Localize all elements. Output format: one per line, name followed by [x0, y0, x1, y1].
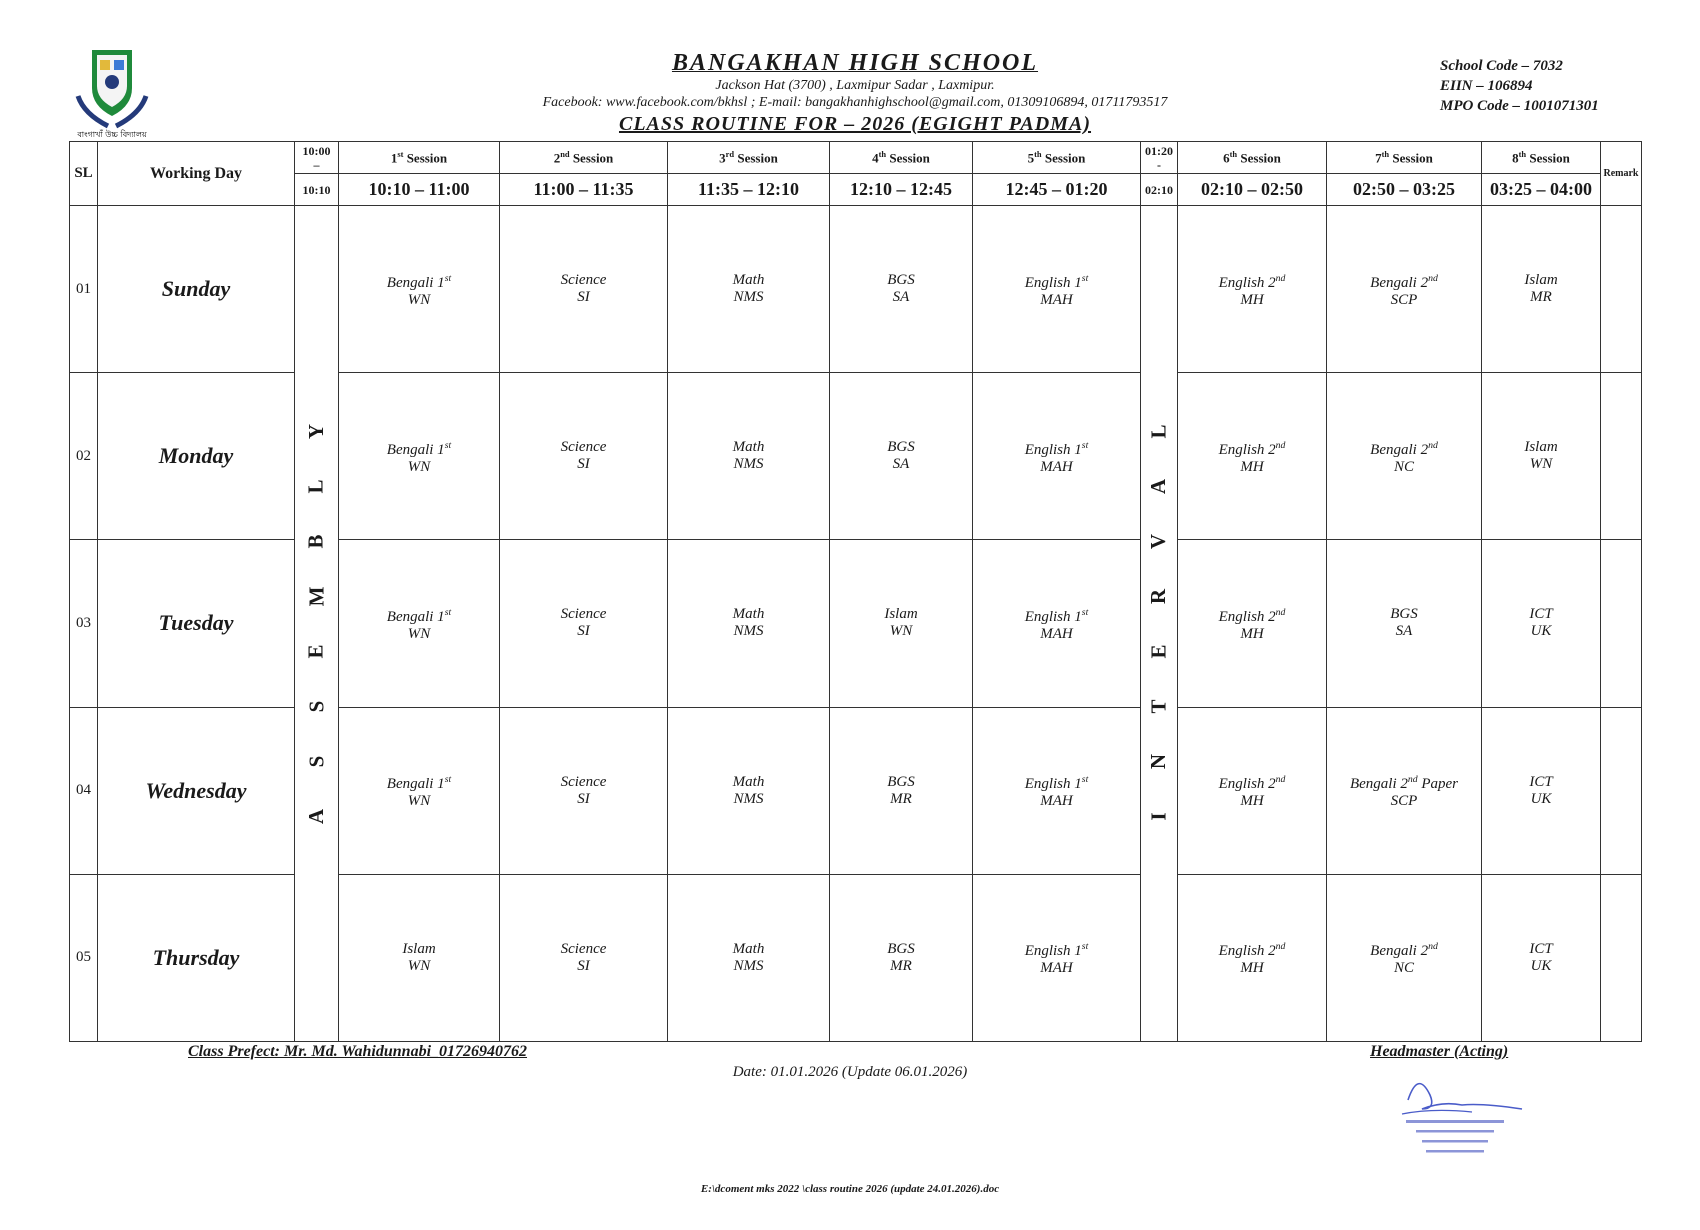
cell-subject-line — [1178, 437, 1326, 459]
routine-cell — [339, 540, 500, 707]
session-number: 8 — [1512, 150, 1519, 166]
cell-teacher: NMS — [733, 289, 764, 306]
working-day: Wednesday — [98, 707, 295, 874]
sl-cell: 01 — [70, 206, 98, 373]
cell-subject-line — [973, 270, 1140, 292]
cell-subject-line — [973, 604, 1140, 626]
cell-teacher: MH — [1240, 625, 1264, 642]
assembly-band-letter: B — [303, 533, 328, 549]
routine-cell — [1178, 373, 1327, 540]
cell-subject-suffix: nd — [1428, 272, 1438, 284]
cell-subject-line — [339, 270, 499, 292]
session-number-suffix: th — [1034, 148, 1042, 159]
cell-teacher: UK — [1530, 623, 1552, 640]
routine-cell — [1482, 707, 1601, 874]
cell-teacher: MR — [890, 790, 912, 807]
cell-subject: BGS — [887, 439, 915, 456]
session-header — [668, 142, 830, 174]
session-header — [973, 142, 1141, 174]
cell-subject-line — [1178, 938, 1326, 960]
cell-subject-line — [1482, 774, 1600, 791]
working-day: Tuesday — [98, 540, 295, 707]
cell-subject-line — [1482, 439, 1600, 456]
cell-subject: ICT — [1529, 940, 1553, 957]
session-header — [830, 142, 973, 174]
cell-teacher: SCP — [1390, 291, 1418, 308]
interval-band-letters — [1141, 421, 1177, 827]
remark-cell — [1601, 206, 1642, 373]
cell-subject-suffix: nd — [1407, 774, 1418, 786]
interval-band-letter: V — [1146, 533, 1171, 549]
cell-subject: Math — [732, 940, 765, 957]
school-header — [430, 50, 1280, 136]
cell-teacher: MH — [1240, 291, 1264, 308]
cell-teacher: NMS — [733, 623, 764, 640]
cell-teacher: NC — [1393, 960, 1414, 977]
cell-subject-line — [668, 439, 829, 456]
cell-subject-suffix: nd — [1275, 606, 1286, 618]
assembly-band-letter: Y — [303, 423, 328, 439]
cell-subject-line — [1482, 941, 1600, 958]
session-word: Session — [406, 150, 448, 166]
routine-cell — [1327, 540, 1482, 707]
cell-subject-line — [500, 774, 667, 791]
cell-subject-suffix: nd — [1275, 272, 1286, 284]
cell-subject-line — [830, 439, 972, 456]
routine-cell — [500, 206, 668, 373]
cell-subject: Math — [732, 606, 765, 623]
working-day: Thursday — [98, 874, 295, 1041]
cell-subject: English 1 — [1024, 608, 1082, 625]
cell-subject: Math — [732, 439, 765, 456]
cell-subject: English 1 — [1024, 776, 1082, 793]
cell-subject-line — [668, 272, 829, 289]
cell-subject-line — [668, 941, 829, 958]
session-time: 03:25 – 04:00 — [1482, 174, 1601, 206]
cell-teacher: NC — [1393, 458, 1414, 475]
cell-teacher: WN — [407, 458, 431, 475]
cell-subject-line — [1178, 270, 1326, 292]
interval-band-letter: A — [1146, 478, 1171, 494]
interval-band-letter: R — [1146, 588, 1171, 604]
cell-subject-suffix: nd — [1275, 439, 1286, 451]
cell-subject-line — [1327, 270, 1481, 292]
session-number-suffix: st — [397, 148, 404, 159]
routine-cell — [1178, 540, 1327, 707]
routine-cell — [339, 373, 500, 540]
interval-band-letter: I — [1146, 811, 1171, 821]
cell-teacher: MAH — [1040, 793, 1073, 810]
routine-cell — [339, 707, 500, 874]
cell-subject-line — [668, 774, 829, 791]
cell-teacher: MH — [1240, 793, 1264, 810]
cell-teacher: MAH — [1040, 458, 1073, 475]
cell-subject: English 2 — [1218, 274, 1276, 291]
assembly-time-top: 10:00 — [302, 143, 331, 158]
cell-subject: English 2 — [1218, 776, 1276, 793]
session-time: 11:00 – 11:35 — [500, 174, 668, 206]
cell-subject: Bengali 2 — [1370, 274, 1429, 291]
interval-band-letter: E — [1146, 643, 1171, 659]
assembly-band-letter: M — [303, 586, 328, 606]
routine-cell — [668, 373, 830, 540]
cell-teacher: SI — [577, 289, 590, 306]
cell-subject-suffix: st — [444, 606, 452, 618]
sl-header: SL — [70, 142, 98, 206]
cell-teacher: WN — [407, 625, 431, 642]
cell-subject-line — [1178, 604, 1326, 626]
cell-subject-suffix: st — [444, 439, 452, 451]
routine-cell — [500, 707, 668, 874]
session-number-suffix: th — [1518, 148, 1527, 159]
cell-subject: Science — [560, 272, 607, 289]
school-codes — [1440, 56, 1599, 116]
routine-cell — [668, 874, 830, 1041]
cell-subject: Bengali 1 — [386, 776, 445, 793]
routine-cell — [1178, 707, 1327, 874]
cell-subject-suffix: st — [1081, 606, 1089, 618]
cell-subject-line — [830, 941, 972, 958]
headmaster-signature-stamp — [1388, 1070, 1538, 1165]
mpo-code: MPO Code – 1001071301 — [1440, 98, 1599, 114]
working-day-header: Working Day — [98, 142, 295, 206]
cell-subject: English 2 — [1218, 608, 1276, 625]
cell-subject-line — [1327, 606, 1481, 623]
cell-teacher: UK — [1530, 957, 1552, 974]
cell-subject-line — [1482, 272, 1600, 289]
cell-subject: BGS — [1390, 606, 1418, 623]
school-logo — [70, 46, 154, 140]
session-time: 02:10 – 02:50 — [1178, 174, 1327, 206]
interval-band-letter: T — [1146, 698, 1171, 714]
cell-teacher: SCP — [1390, 793, 1418, 810]
session-number: 5 — [1027, 150, 1035, 166]
session-word: Session — [1044, 150, 1086, 166]
cell-teacher: SA — [892, 456, 910, 473]
routine-cell — [1327, 874, 1482, 1041]
assembly-time-start — [295, 142, 339, 174]
session-word: Session — [737, 150, 778, 166]
session-number-suffix: th — [878, 148, 887, 159]
working-day: Monday — [98, 373, 295, 540]
cell-subject-suffix: nd — [1275, 941, 1286, 953]
assembly-band — [295, 206, 339, 1042]
cell-subject-line — [1178, 771, 1326, 793]
assembly-band-letter: L — [303, 478, 328, 494]
session-number: 2 — [553, 150, 561, 166]
cell-teacher: WN — [889, 623, 913, 640]
routine-cell — [1327, 206, 1482, 373]
cell-subject-suffix: st — [1081, 941, 1089, 953]
session-word: Session — [572, 150, 614, 166]
routine-cell — [830, 874, 973, 1041]
session-header — [339, 142, 500, 174]
cell-subject: Math — [732, 773, 765, 790]
cell-subject: English 2 — [1218, 943, 1276, 960]
cell-subject: Islam — [402, 940, 436, 957]
file-path: E:\dcoment mks 2022 \class routine 2026 (update 24.01.2026).doc — [700, 1183, 1000, 1195]
routine-cell — [500, 540, 668, 707]
session-word: Session — [1392, 150, 1433, 166]
session-number-suffix: th — [1381, 148, 1390, 159]
interval-time-start — [1141, 142, 1178, 174]
routine-cell — [1178, 206, 1327, 373]
cell-teacher: SA — [1395, 623, 1413, 640]
school-code: School Code – 7032 — [1440, 58, 1563, 74]
routine-cell — [500, 874, 668, 1041]
cell-subject: Science — [560, 439, 607, 456]
remark-cell — [1601, 540, 1642, 707]
session-number: 3 — [719, 150, 726, 166]
session-number: 4 — [872, 150, 879, 166]
session-word: Session — [1529, 150, 1570, 166]
cell-subject-suffix: nd — [1428, 439, 1438, 451]
table-row — [70, 206, 1642, 373]
cell-subject-suffix: st — [1081, 439, 1089, 451]
routine-cell — [1482, 540, 1601, 707]
remark-cell — [1601, 874, 1642, 1041]
session-time: 12:10 – 12:45 — [830, 174, 973, 206]
assembly-time-end: 10:10 — [295, 174, 339, 206]
cell-teacher: NMS — [733, 957, 764, 974]
routine-cell — [1482, 206, 1601, 373]
cell-subject: Bengali 2 — [1349, 776, 1408, 793]
assembly-band-letter: E — [303, 643, 328, 659]
cell-subject-line — [668, 606, 829, 623]
cell-subject: Bengali 1 — [386, 441, 445, 458]
cell-subject: English 1 — [1024, 274, 1082, 291]
remark-header: Remark — [1601, 142, 1642, 206]
cell-subject: Islam — [1524, 272, 1558, 289]
cell-subject-suffix: st — [444, 774, 452, 786]
cell-subject-line — [1327, 771, 1481, 793]
routine-cell — [1327, 373, 1482, 540]
logo-caption: বাংগাখাঁ উচ্চ বিদ্যালয় — [77, 130, 147, 139]
session-word: Session — [1240, 150, 1281, 166]
cell-teacher: NMS — [733, 456, 764, 473]
routine-cell — [830, 540, 973, 707]
session-time: 11:35 – 12:10 — [668, 174, 830, 206]
routine-cell — [830, 373, 973, 540]
interval-band — [1141, 206, 1178, 1042]
cell-subject: Islam — [884, 606, 918, 623]
eiin-code: EIIN – 106894 — [1440, 78, 1533, 94]
cell-subject-line — [1327, 437, 1481, 459]
sl-cell: 03 — [70, 540, 98, 707]
cell-subject-line — [973, 938, 1140, 960]
class-prefect: Class Prefect: Mr. Md. Wahidunnabi_01726940762 — [188, 1043, 528, 1060]
session-number-suffix: th — [1229, 148, 1238, 159]
routine-table — [69, 141, 1642, 1042]
routine-cell — [830, 707, 973, 874]
cell-teacher: MAH — [1040, 291, 1073, 308]
session-header — [1482, 142, 1601, 174]
cell-teacher: MH — [1240, 960, 1264, 977]
interval-band-letter: N — [1146, 753, 1171, 769]
interval-time-end: 02:10 — [1141, 174, 1178, 206]
cell-subject: Bengali 1 — [386, 274, 445, 291]
sl-cell: 05 — [70, 874, 98, 1041]
cell-teacher: WN — [407, 957, 431, 974]
school-name: BANGAKHAN HIGH SCHOOL — [671, 50, 1039, 76]
headmaster-label: Headmaster (Acting) — [1370, 1043, 1509, 1060]
session-time: 02:50 – 03:25 — [1327, 174, 1482, 206]
assembly-band-letters — [295, 421, 338, 827]
routine-cell — [668, 707, 830, 874]
routine-cell — [668, 206, 830, 373]
school-contact: Facebook: www.facebook.com/bkhsl ; E-mail: bangakhanhighschool@gmail.com, 01309106894, 01711793517 — [542, 95, 1168, 110]
cell-subject-line — [830, 774, 972, 791]
cell-teacher: WN — [1529, 456, 1553, 473]
cell-subject-line — [973, 771, 1140, 793]
remark-cell — [1601, 373, 1642, 540]
cell-subject: Islam — [1524, 439, 1558, 456]
session-header — [1327, 142, 1482, 174]
interval-time-top: 01:20 — [1145, 143, 1173, 158]
routine-cell — [339, 874, 500, 1041]
cell-subject-line — [1327, 938, 1481, 960]
sl-cell: 02 — [70, 373, 98, 540]
session-number: 6 — [1223, 150, 1230, 166]
routine-cell — [668, 540, 830, 707]
assembly-time-sep: – — [313, 157, 320, 172]
cell-teacher: MAH — [1040, 960, 1073, 977]
routine-cell — [500, 373, 668, 540]
cell-subject-suffix: st — [1081, 272, 1089, 284]
cell-subject: BGS — [887, 940, 915, 957]
cell-subject: Science — [560, 606, 607, 623]
routine-cell — [1482, 373, 1601, 540]
routine-date: Date: 01.01.2026 (Update 06.01.2026) — [732, 1064, 968, 1080]
routine-cell — [1178, 874, 1327, 1041]
cell-subject-suffix: st — [1081, 774, 1089, 786]
cell-subject: BGS — [887, 272, 915, 289]
session-time: 10:10 – 11:00 — [339, 174, 500, 206]
cell-teacher: SI — [577, 790, 590, 807]
cell-teacher: NMS — [733, 790, 764, 807]
cell-subject-suffix: st — [444, 272, 452, 284]
session-number: 1 — [390, 150, 398, 166]
cell-teacher: MR — [890, 957, 912, 974]
cell-teacher: MAH — [1040, 625, 1073, 642]
cell-subject: Bengali 2 — [1370, 943, 1429, 960]
assembly-band-letter: S — [304, 755, 328, 767]
cell-teacher: WN — [407, 291, 431, 308]
cell-subject: Science — [560, 940, 607, 957]
cell-teacher: WN — [407, 793, 431, 810]
cell-teacher: SA — [892, 289, 910, 306]
assembly-band-letter: S — [304, 700, 328, 712]
cell-subject: Math — [732, 272, 765, 289]
cell-subject: English 1 — [1024, 441, 1082, 458]
routine-cell — [339, 206, 500, 373]
cell-subject: ICT — [1529, 773, 1553, 790]
session-header — [500, 142, 668, 174]
cell-subject: English 1 — [1024, 943, 1082, 960]
routine-title: CLASS ROUTINE FOR – 2026 (EGIGHT PADMA) — [618, 113, 1092, 135]
session-header — [1178, 142, 1327, 174]
cell-subject: Bengali 2 — [1370, 441, 1429, 458]
cell-subject: BGS — [887, 773, 915, 790]
session-word: Session — [889, 150, 930, 166]
cell-subject: English 2 — [1218, 441, 1276, 458]
session-number-suffix: nd — [560, 148, 570, 159]
cell-subject-suffix: nd — [1275, 774, 1286, 786]
cell-subject-line — [830, 272, 972, 289]
cell-subject-line — [339, 437, 499, 459]
cell-teacher: SI — [577, 957, 590, 974]
cell-subject-line — [500, 606, 667, 623]
assembly-band-letter: A — [303, 808, 328, 824]
routine-cell — [973, 206, 1141, 373]
sl-cell: 04 — [70, 707, 98, 874]
cell-subject-line — [339, 771, 499, 793]
cell-subject-line — [1482, 606, 1600, 623]
cell-teacher: SI — [577, 623, 590, 640]
cell-subject-line — [500, 941, 667, 958]
school-address: Jackson Hat (3700) , Laxmipur Sadar , Laxmipur. — [715, 78, 995, 93]
cell-teacher: UK — [1530, 790, 1552, 807]
cell-teacher: SI — [577, 456, 590, 473]
cell-subject-line — [500, 272, 667, 289]
routine-cell — [830, 206, 973, 373]
routine-cell — [1327, 707, 1482, 874]
session-time: 12:45 – 01:20 — [973, 174, 1141, 206]
cell-subject: Science — [560, 773, 607, 790]
routine-cell — [973, 373, 1141, 540]
interval-band-letter: L — [1146, 423, 1171, 439]
remark-cell — [1601, 707, 1642, 874]
routine-cell — [1482, 874, 1601, 1041]
routine-cell — [973, 707, 1141, 874]
cell-subject: ICT — [1529, 606, 1553, 623]
cell-subject-line — [500, 439, 667, 456]
cell-subject-suffix: nd — [1428, 941, 1438, 953]
routine-cell — [973, 540, 1141, 707]
cell-subject-line — [339, 604, 499, 626]
cell-teacher: MR — [1530, 289, 1552, 306]
working-day: Sunday — [98, 206, 295, 373]
cell-subject-line — [830, 606, 972, 623]
cell-subject-line — [973, 437, 1140, 459]
cell-subject-extra: Paper — [1417, 776, 1459, 793]
session-number: 7 — [1375, 150, 1382, 166]
interval-time-sep: - — [1157, 157, 1161, 172]
cell-subject-line — [339, 941, 499, 958]
cell-subject: Bengali 1 — [386, 608, 445, 625]
routine-cell — [973, 874, 1141, 1041]
session-number-suffix: rd — [725, 148, 735, 159]
cell-teacher: MH — [1240, 458, 1264, 475]
